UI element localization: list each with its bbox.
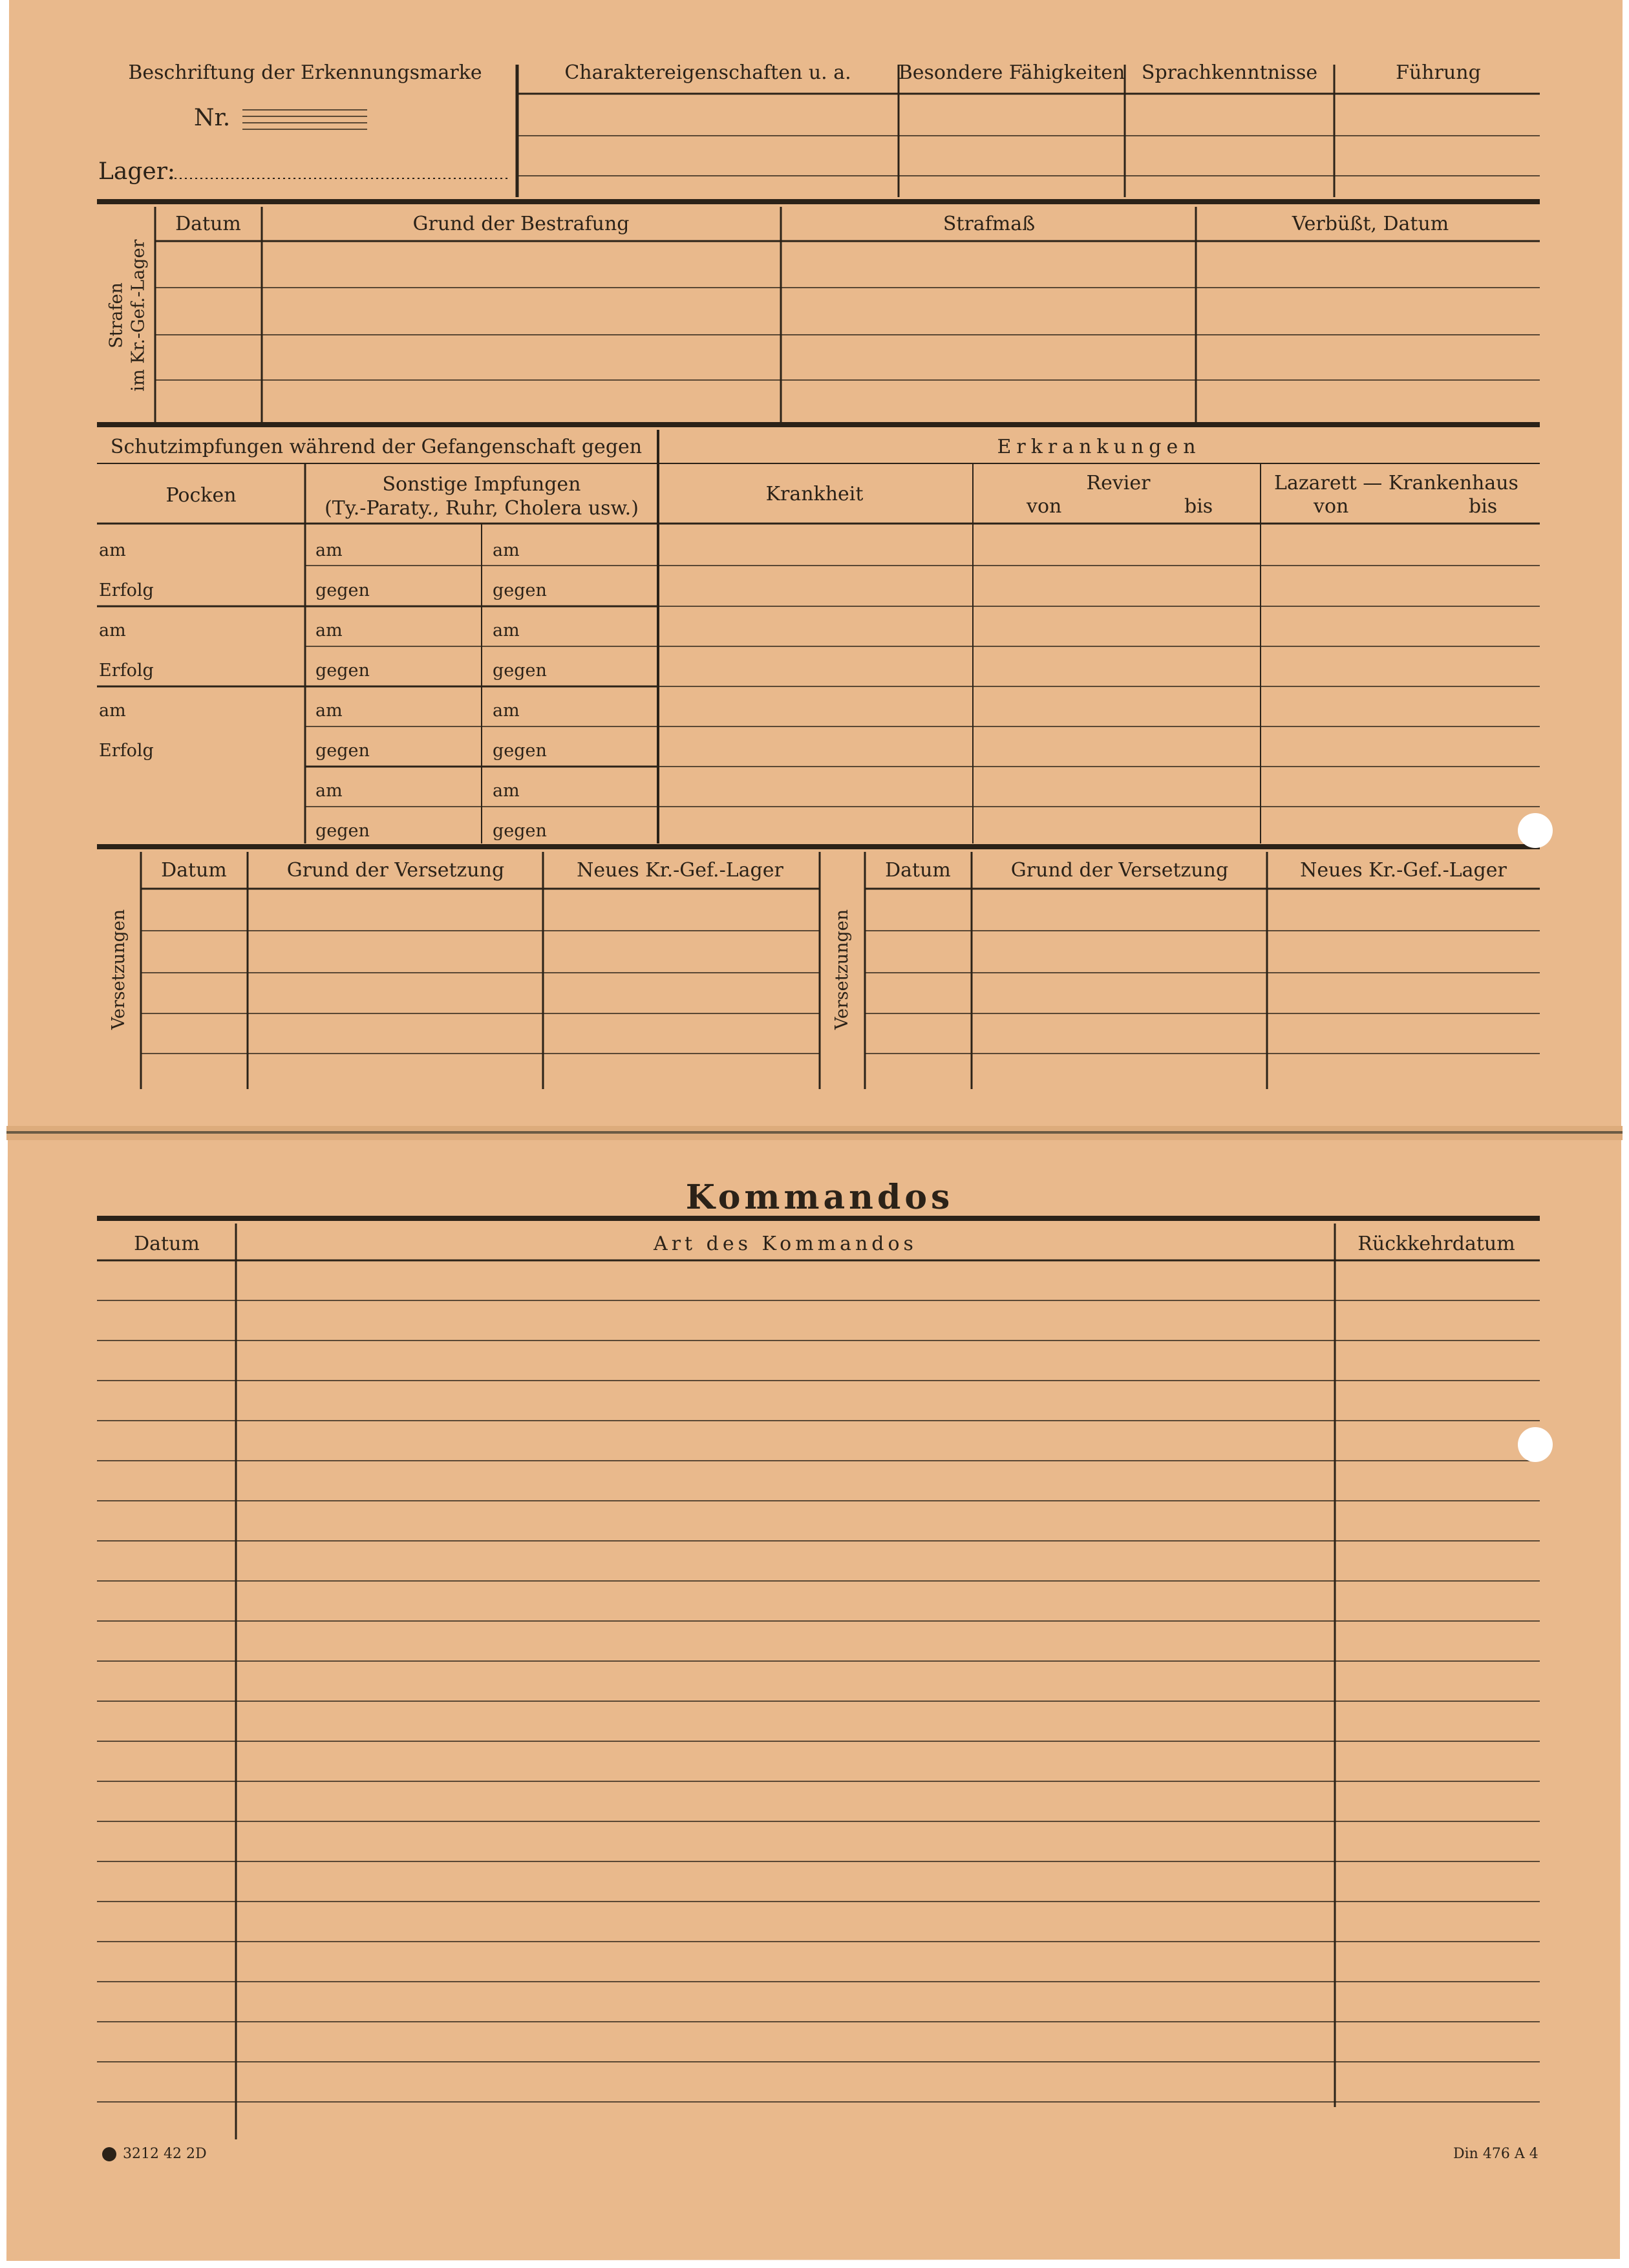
col-languages: Sprachkenntnisse (1141, 61, 1318, 84)
vaccination-row-label: am (315, 781, 343, 801)
transfers-side-label-right: Versetzungen (832, 909, 853, 1030)
vaccination-row-label: gegen (493, 580, 547, 600)
nr-label: Nr. (194, 105, 231, 131)
vaccination-row-label: gegen (493, 821, 547, 841)
commands-title: Kommandos (685, 1178, 954, 1217)
vaccination-row-label: am (493, 540, 520, 560)
tag-label: Beschriftung der Erkennungsmarke (128, 61, 482, 84)
col-punish-served: Verbüßt, Datum (1292, 213, 1449, 235)
form-number (102, 2147, 207, 2161)
col-punish-reason: Grund der Bestrafung (412, 213, 630, 235)
vaccination-row-label: gegen (315, 661, 370, 681)
col-punish-date: Datum (175, 213, 241, 235)
smallpox-row-label: Erfolg (99, 661, 154, 681)
smallpox-row-label: am (99, 701, 126, 721)
col-hospital: Lazarett — Krankenhaus (1274, 472, 1518, 494)
col-punish-penalty: Strafmaß (942, 213, 1036, 235)
col-abilities: Besondere Fähigkeiten (898, 61, 1125, 84)
vaccination-row-label: gegen (493, 661, 547, 681)
smallpox-row-label: am (99, 620, 126, 641)
vaccination-row-label: gegen (315, 580, 370, 600)
col-smallpox: Pocken (165, 484, 237, 507)
col-transfer-reason: Grund der Versetzung (1010, 859, 1229, 882)
ward-from: von (1027, 495, 1062, 518)
col-command-return-date: Rückkehrdatum (1358, 1233, 1515, 1255)
col-transfer-new-camp: Neues Kr.-Gef.-Lager (1300, 859, 1507, 882)
smallpox-row-label: am (99, 540, 126, 560)
col-ward: Revier (1086, 472, 1151, 494)
hospital-to: bis (1469, 495, 1498, 518)
col-transfer-reason: Grund der Versetzung (286, 859, 505, 882)
camp-label: Lager: (98, 158, 176, 185)
col-transfer-new-camp: Neues Kr.-Gef.-Lager (577, 859, 783, 882)
vaccination-row-label: am (315, 540, 343, 560)
hospital-from: von (1314, 495, 1349, 518)
printer-mark-icon (102, 2147, 116, 2161)
col-character: Charaktereigenschaften u. a. (564, 61, 851, 84)
punishments-side-label-line2: im Kr.-Gef.-Lager (128, 239, 148, 392)
col-other-vaccinations-note: (Ty.-Paraty., Ruhr, Cholera usw.) (325, 497, 639, 520)
vaccination-row-label: am (493, 701, 520, 721)
vaccination-row-label: gegen (493, 741, 547, 761)
ward-to: bis (1184, 495, 1213, 518)
punch-hole-bottom (1518, 1427, 1553, 1462)
vaccinations-title: Schutzimpfungen während der Gefangenschaft gegen (110, 436, 643, 458)
punch-hole-top (1518, 813, 1553, 848)
col-conduct: Führung (1396, 61, 1481, 84)
vaccination-row-label: am (315, 620, 343, 641)
col-illness: Krankheit (765, 483, 864, 505)
transfers-side-label-left: Versetzungen (109, 909, 129, 1030)
din-format: Din 476 A 4 (1453, 2146, 1538, 2162)
col-other-vaccinations: Sonstige Impfungen (382, 473, 581, 496)
vaccination-row-label: gegen (315, 821, 370, 841)
col-command-date: Datum (134, 1233, 200, 1255)
col-command-type: Art des Kommandos (654, 1233, 917, 1255)
punishments-side-label (105, 239, 149, 391)
vaccination-row-label: am (315, 701, 343, 721)
illnesses-title: Erkrankungen (997, 436, 1201, 458)
form-number-text: 3212 42 2D (123, 2146, 207, 2162)
smallpox-row-label: Erfolg (99, 580, 154, 600)
vaccination-row-label: gegen (315, 741, 370, 761)
vaccination-row-label: am (493, 620, 520, 641)
smallpox-row-label: Erfolg (99, 741, 154, 761)
col-transfer-date: Datum (161, 859, 227, 882)
punishments-side-label-line1: Strafen (106, 282, 127, 348)
col-transfer-date: Datum (885, 859, 951, 882)
vaccination-row-label: am (493, 781, 520, 801)
